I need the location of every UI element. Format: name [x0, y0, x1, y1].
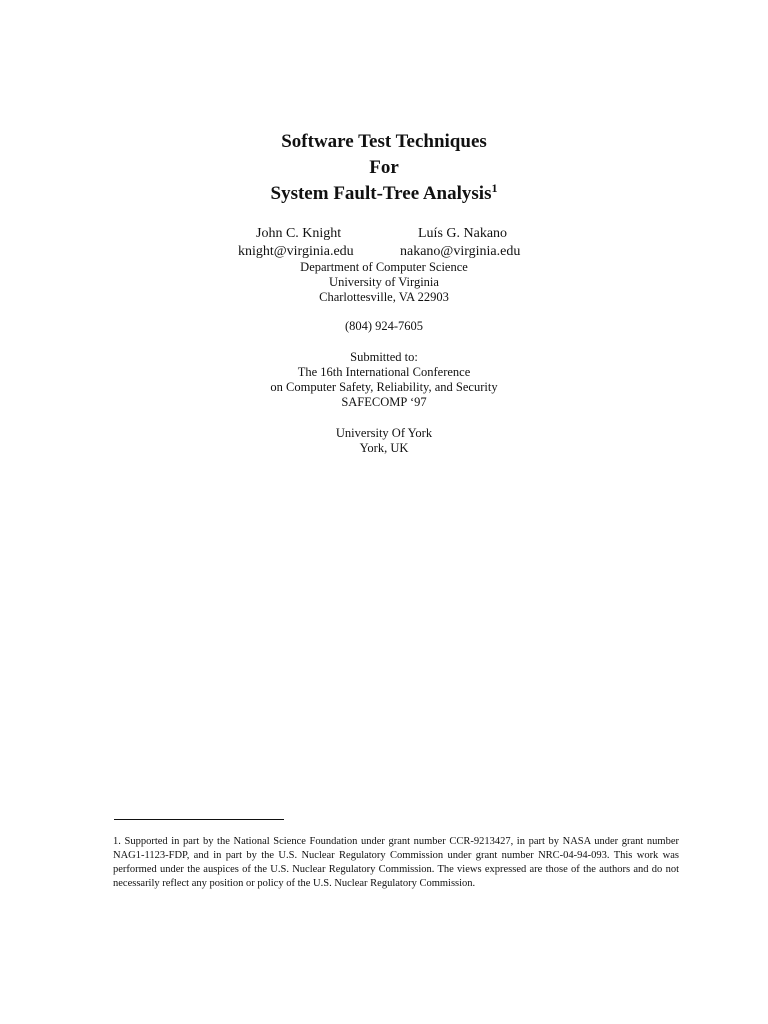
- paper-title-line-1: Software Test Techniques: [281, 131, 487, 152]
- conference-line-2: on Computer Safety, Reliability, and Security: [270, 380, 498, 394]
- affiliation-university: University of Virginia: [329, 275, 439, 289]
- venue-line-1: University Of York: [335, 426, 433, 440]
- conference-line-1: The 16th International Conference: [297, 365, 471, 379]
- footnote-separator-rule: [114, 819, 284, 820]
- affiliation-phone: (804) 924-7605: [344, 319, 424, 333]
- paper-title-line-2: For: [369, 157, 399, 178]
- author-name-knight: John C. Knight: [256, 226, 342, 241]
- title-footnote-marker: 1: [491, 181, 498, 195]
- venue-line-2: York, UK: [359, 441, 409, 455]
- affiliation-location: Charlottesville, VA 22903: [319, 290, 449, 304]
- submission-label: Submitted to:: [350, 350, 418, 364]
- affiliation-department: Department of Computer Science: [300, 260, 468, 274]
- footnote-text: 1. Supported in part by the National Science Foundation under grant number CCR-9213427, in part by NASA under grant number NAG1-1123-FDP, and in part by the U.S. Nuclear Regulatory Commission under grant number NRC-04-94-093. This work was performed under the auspices of the U.S. Nuclear Regulatory Commission. The views expressed are those of the authors and do not necessarily reflect any position or policy of the U.S. Nuclear Regulatory Commission.: [113, 836, 679, 889]
- paper-title-text: System Fault-Tree Analysis: [270, 183, 492, 204]
- author-email-nakano: nakano@virginia.edu: [400, 244, 521, 259]
- paper-title-line-3: [0, 181, 768, 207]
- author-name-nakano: Luís G. Nakano: [418, 226, 508, 241]
- author-email-knight: knight@virginia.edu: [238, 244, 354, 259]
- conference-short-name: SAFECOMP ‘97: [341, 395, 427, 409]
